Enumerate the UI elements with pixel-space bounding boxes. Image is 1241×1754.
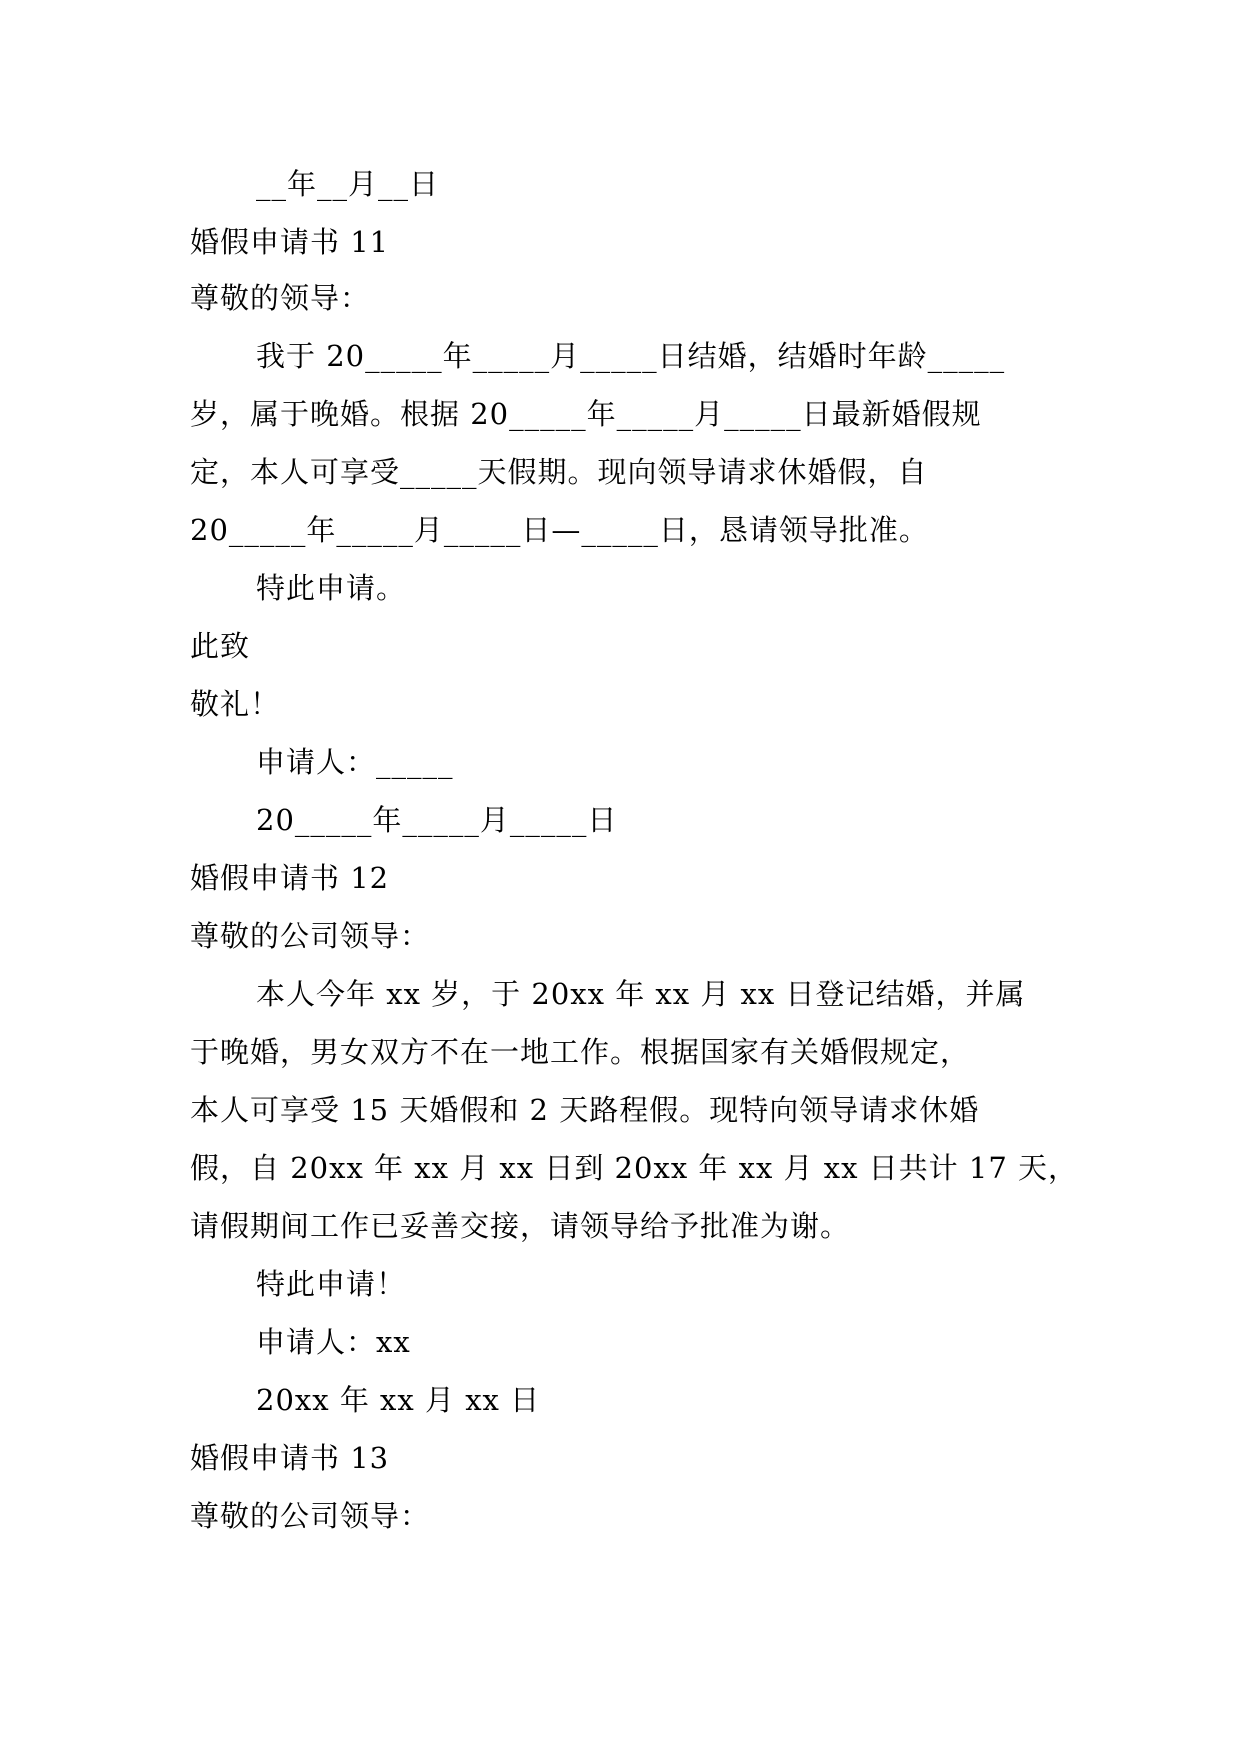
- body-line: 我于 20_____年_____月_____日结婚，结婚时年龄_____: [256, 339, 1006, 373]
- signature-line: 申请人：_____: [256, 745, 454, 779]
- body-line: 本人今年 xx 岁，于 20xx 年 xx 月 xx 日登记结婚，并属: [256, 977, 1026, 1011]
- body-line: 岁，属于晚婚。根据 20_____年_____月_____日最新婚假规: [190, 397, 982, 431]
- body-line: 特此申请。: [256, 571, 407, 605]
- body-line: 请假期间工作已妥善交接，请领导给予批准为谢。: [190, 1209, 851, 1243]
- letter-heading: 婚假申请书 12: [190, 861, 390, 895]
- signature-line: 申请人：xx: [256, 1325, 411, 1359]
- letter-heading: 婚假申请书 11: [190, 225, 390, 259]
- body-line: 特此申请！: [256, 1267, 407, 1301]
- date-line: 20xx 年 xx 月 xx 日: [256, 1383, 541, 1417]
- date-line: 20_____年_____月_____日: [256, 803, 618, 837]
- salutation: 尊敬的领导：: [190, 281, 371, 315]
- letter-heading: 婚假申请书 13: [190, 1441, 390, 1475]
- salutation: 尊敬的公司领导：: [190, 919, 431, 953]
- body-line: 20_____年_____月_____日—_____日，恳请领导批准。: [190, 513, 929, 547]
- body-line: 定，本人可享受_____天假期。现向领导请求休婚假，自: [190, 455, 928, 489]
- closing-line: 此致: [190, 629, 251, 663]
- body-line: 本人可享受 15 天婚假和 2 天路程假。现特向领导请求休婚: [190, 1093, 980, 1127]
- closing-line: 敬礼！: [190, 687, 281, 721]
- body-line: 于晚婚，男女双方不在一地工作。根据国家有关婚假规定，: [190, 1035, 971, 1069]
- salutation: 尊敬的公司领导：: [190, 1499, 431, 1533]
- body-line: 假，自 20xx 年 xx 月 xx 日到 20xx 年 xx 月 xx 日共计 17 天，: [190, 1151, 1079, 1185]
- date-line: __年__月__日: [256, 167, 440, 201]
